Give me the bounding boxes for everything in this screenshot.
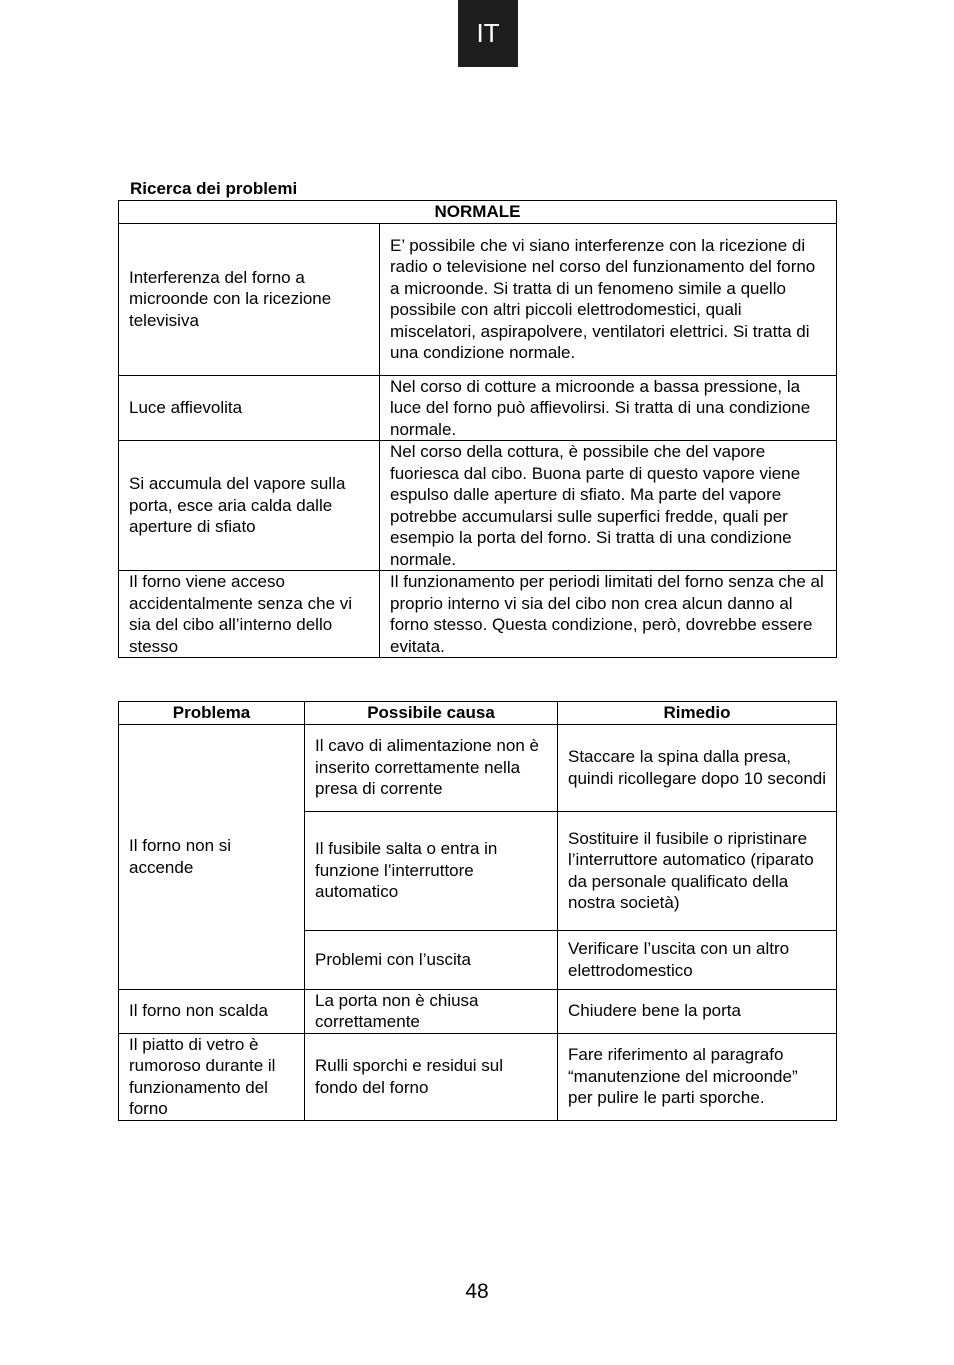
problem-cell: Il piatto di vetro è rumoroso durante il funzionamento del forno	[119, 1033, 305, 1120]
troubleshooting-table	[118, 701, 837, 1121]
header-problem: Problema	[119, 702, 305, 725]
table-row	[119, 375, 837, 441]
explanation-cell: Nel corso di cotture a microonde a bassa pressione, la luce del forno può affievolirsi. Si tratta di una condizione normale.	[380, 375, 837, 441]
cause-cell: Rulli sporchi e residui sul fondo del forno	[305, 1033, 558, 1120]
cause-cell: Problemi con l’uscita	[305, 930, 558, 989]
symptom-cell: Luce affievolita	[119, 375, 380, 441]
symptom-cell: Interferenza del forno a microonde con la ricezione televisiva	[119, 223, 380, 375]
problem-cell: Il forno non si accende	[119, 724, 305, 989]
normal-conditions-table	[118, 200, 837, 658]
header-cause: Possibile causa	[305, 702, 558, 725]
remedy-cell: Staccare la spina dalla presa, quindi ricollegare dopo 10 secondi	[558, 724, 837, 811]
language-badge: IT	[458, 0, 518, 67]
explanation-cell: Il funzionamento per periodi limitati del forno senza che al proprio interno vi sia del cibo non crea alcun danno al forno stesso. Questa condizione, però, dovrebbe essere evitata.	[380, 571, 837, 658]
normal-heading: NORMALE	[119, 201, 837, 224]
symptom-cell: Si accumula del vapore sulla porta, esce aria calda dalle aperture di sfiato	[119, 441, 380, 571]
table-row	[119, 989, 837, 1033]
cause-cell: Il fusibile salta o entra in funzione l’interruttore automatico	[305, 811, 558, 930]
remedy-cell: Chiudere bene la porta	[558, 989, 837, 1033]
cause-cell: La porta non è chiusa correttamente	[305, 989, 558, 1033]
section-title: Ricerca dei problemi	[130, 179, 298, 198]
remedy-cell: Verificare l’uscita con un altro elettrodomestico	[558, 930, 837, 989]
page-number: 48	[465, 1280, 489, 1303]
problem-cell: Il forno non scalda	[119, 989, 305, 1033]
table-row	[119, 441, 837, 571]
table-row	[119, 223, 837, 375]
table-row	[119, 1033, 837, 1120]
cause-cell: Il cavo di alimentazione non è inserito correttamente nella presa di corrente	[305, 724, 558, 811]
symptom-cell: Il forno viene acceso accidentalmente senza che vi sia del cibo all’interno dello stesso	[119, 571, 380, 658]
header-remedy: Rimedio	[558, 702, 837, 725]
table-row	[119, 724, 837, 811]
table-row	[119, 571, 837, 658]
remedy-cell: Sostituire il fusibile o ripristinare l’interruttore automatico (riparato da personale qualificato della nostra società)	[558, 811, 837, 930]
remedy-cell: Fare riferimento al paragrafo “manutenzione del microonde” per pulire le parti sporche.	[558, 1033, 837, 1120]
explanation-cell: E’ possibile che vi siano interferenze con la ricezione di radio o televisione nel corso del funzionamento del forno a microonde. Si tratta di un fenomeno simile a quello possibile con altri piccoli elettrodomestici, quali miscelatori, aspirapolvere, ventilatori elettrici. Si tratta di una condizione normale.	[380, 223, 837, 375]
explanation-cell: Nel corso della cottura, è possibile che del vapore fuoriesca dal cibo. Buona parte di questo vapore viene espulso dalle aperture di sfiato. Ma parte del vapore potrebbe accumularsi sulle superfici fredde, quali per esempio la porta del forno. Si tratta di una condizione normale.	[380, 441, 837, 571]
